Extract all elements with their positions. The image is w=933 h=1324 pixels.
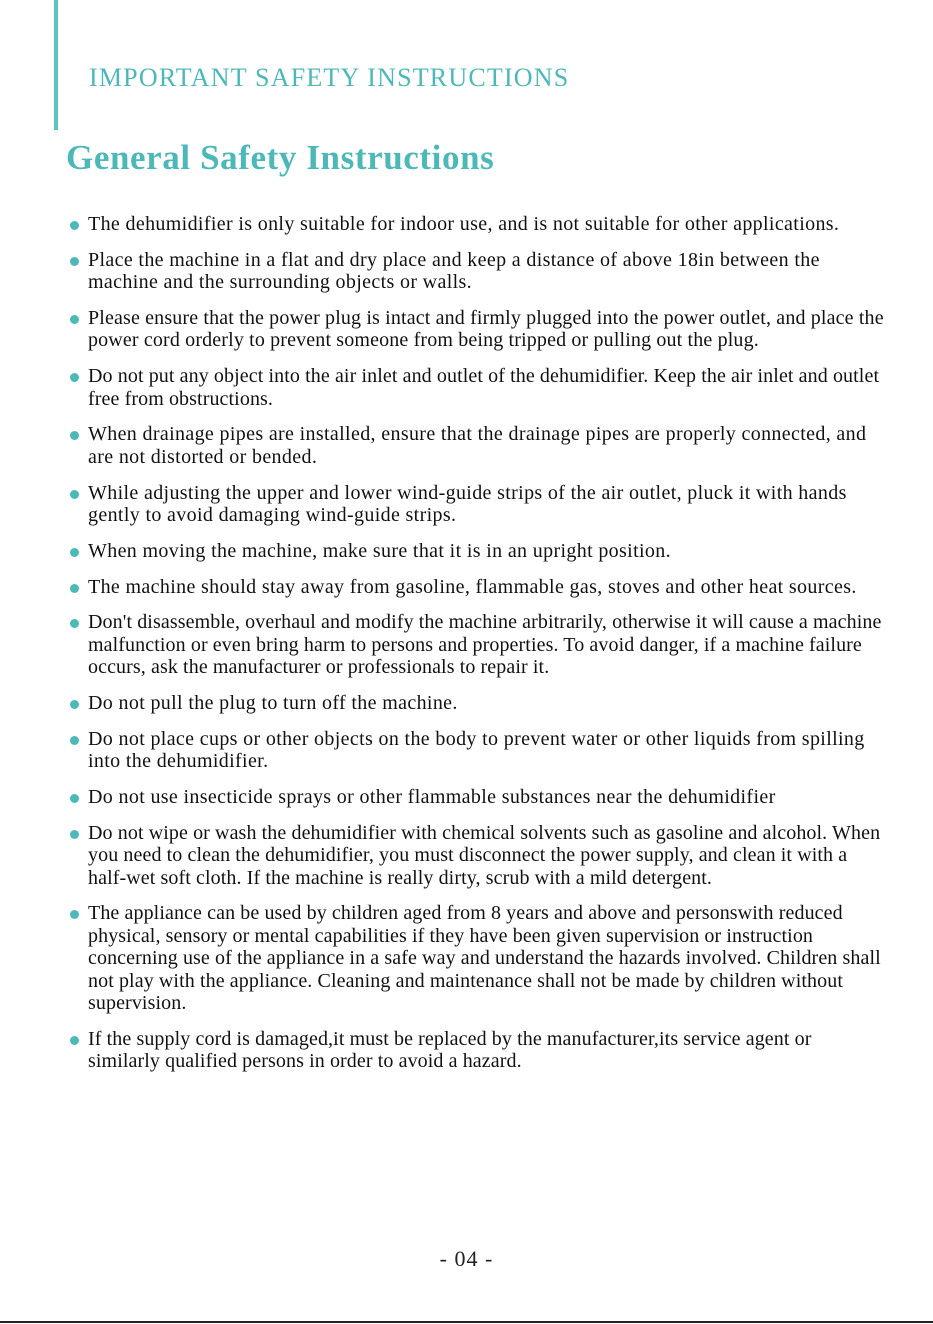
- instruction-text: While adjusting the upper and lower wind-guide strips of the air outlet, pluck it with hands gently to avoid damaging wind-guide strips.: [88, 481, 847, 527]
- bullet-dot-icon: [70, 619, 79, 628]
- list-item: [66, 482, 886, 527]
- list-item: [66, 307, 886, 352]
- instruction-text: When moving the machine, make sure that it is in an upright position.: [88, 539, 671, 562]
- bullet-dot-icon: [70, 431, 79, 440]
- header-accent-bar: [54, 0, 58, 130]
- bullet-dot-icon: [70, 910, 79, 919]
- bullet-dot-icon: [70, 794, 79, 803]
- instruction-text: Do not pull the plug to turn off the machine.: [88, 692, 458, 715]
- list-item: [66, 249, 886, 294]
- instruction-text: Do not use insecticide sprays or other flammable substances near the dehumidifier: [88, 786, 776, 809]
- list-item: [66, 611, 886, 678]
- list-item: [66, 540, 886, 562]
- list-item: [66, 423, 886, 468]
- instruction-text: Do not put any object into the air inlet and outlet of the dehumidifier. Keep the air inlet and outlet free from obstructions.: [88, 365, 880, 410]
- header-title: IMPORTANT SAFETY INSTRUCTIONS: [89, 63, 570, 92]
- list-item: [66, 692, 886, 714]
- bullet-dot-icon: [70, 700, 79, 709]
- list-item: [66, 213, 886, 235]
- instruction-text: If the supply cord is damaged,it must be replaced by the manufacturer,its service agent or similarly qualified persons in order to avoid a hazard.: [88, 1027, 812, 1073]
- list-item: [66, 902, 886, 1014]
- page-number: - 04 -: [439, 1246, 494, 1271]
- list-item: [66, 576, 886, 598]
- safety-instructions-list: [66, 213, 886, 1086]
- bullet-dot-icon: [70, 315, 79, 324]
- bullet-dot-icon: [70, 373, 79, 382]
- instruction-text: The machine should stay away from gasoline, flammable gas, stoves and other heat sources.: [88, 575, 857, 598]
- bullet-dot-icon: [70, 257, 79, 266]
- instruction-text: The dehumidifier is only suitable for indoor use, and is not suitable for other applications.: [88, 213, 840, 235]
- list-item: [66, 1028, 886, 1073]
- bullet-dot-icon: [70, 736, 79, 745]
- list-item: [66, 786, 886, 808]
- section-title: General Safety Instructions: [66, 138, 495, 177]
- bullet-dot-icon: [70, 490, 79, 499]
- instruction-text: Don't disassemble, overhaul and modify the machine arbitrarily, otherwise it will cause a machine malfunction or even bring harm to persons and properties. To avoid danger, if a machine failure occurs, ask the manufacturer or professionals to repair it.: [88, 611, 882, 679]
- instruction-text: Place the machine in a flat and dry place and keep a distance of above 18in between the machine and the surrounding objects or walls.: [88, 248, 820, 294]
- instruction-text: Do not wipe or wash the dehumidifier with chemical solvents such as gasoline and alcohol. When you need to clean the dehumidifier, you must disconnect the power supply, and clean it with a half-wet soft cloth. If the machine is really dirty, scrub with a mild detergent.: [88, 821, 881, 889]
- bullet-dot-icon: [70, 548, 79, 557]
- bullet-dot-icon: [70, 1036, 79, 1045]
- instruction-text: The appliance can be used by children aged from 8 years and above and personswith reduced physical, sensory or mental capabilities if they have been given supervision or instruction concerning use of the appliance in a safe way and understand the hazards involved. Children shall not play with the appliance. Cleaning and maintenance shall not be made by children without supervision.: [88, 902, 881, 1015]
- bullet-dot-icon: [70, 584, 79, 593]
- bullet-dot-icon: [70, 221, 79, 230]
- bottom-divider: [0, 1321, 933, 1323]
- list-item: [66, 822, 886, 889]
- instruction-text: When drainage pipes are installed, ensure that the drainage pipes are properly connected, and are not distorted or bended.: [88, 423, 867, 468]
- instruction-text: Do not place cups or other objects on the body to prevent water or other liquids from spilling into the dehumidifier.: [88, 727, 865, 773]
- bullet-dot-icon: [70, 830, 79, 839]
- instruction-text: Please ensure that the power plug is intact and firmly plugged into the power outlet, and place the power cord orderly to prevent someone from being tripped or pulling out the plug.: [88, 307, 884, 352]
- list-item: [66, 365, 886, 410]
- list-item: [66, 728, 886, 773]
